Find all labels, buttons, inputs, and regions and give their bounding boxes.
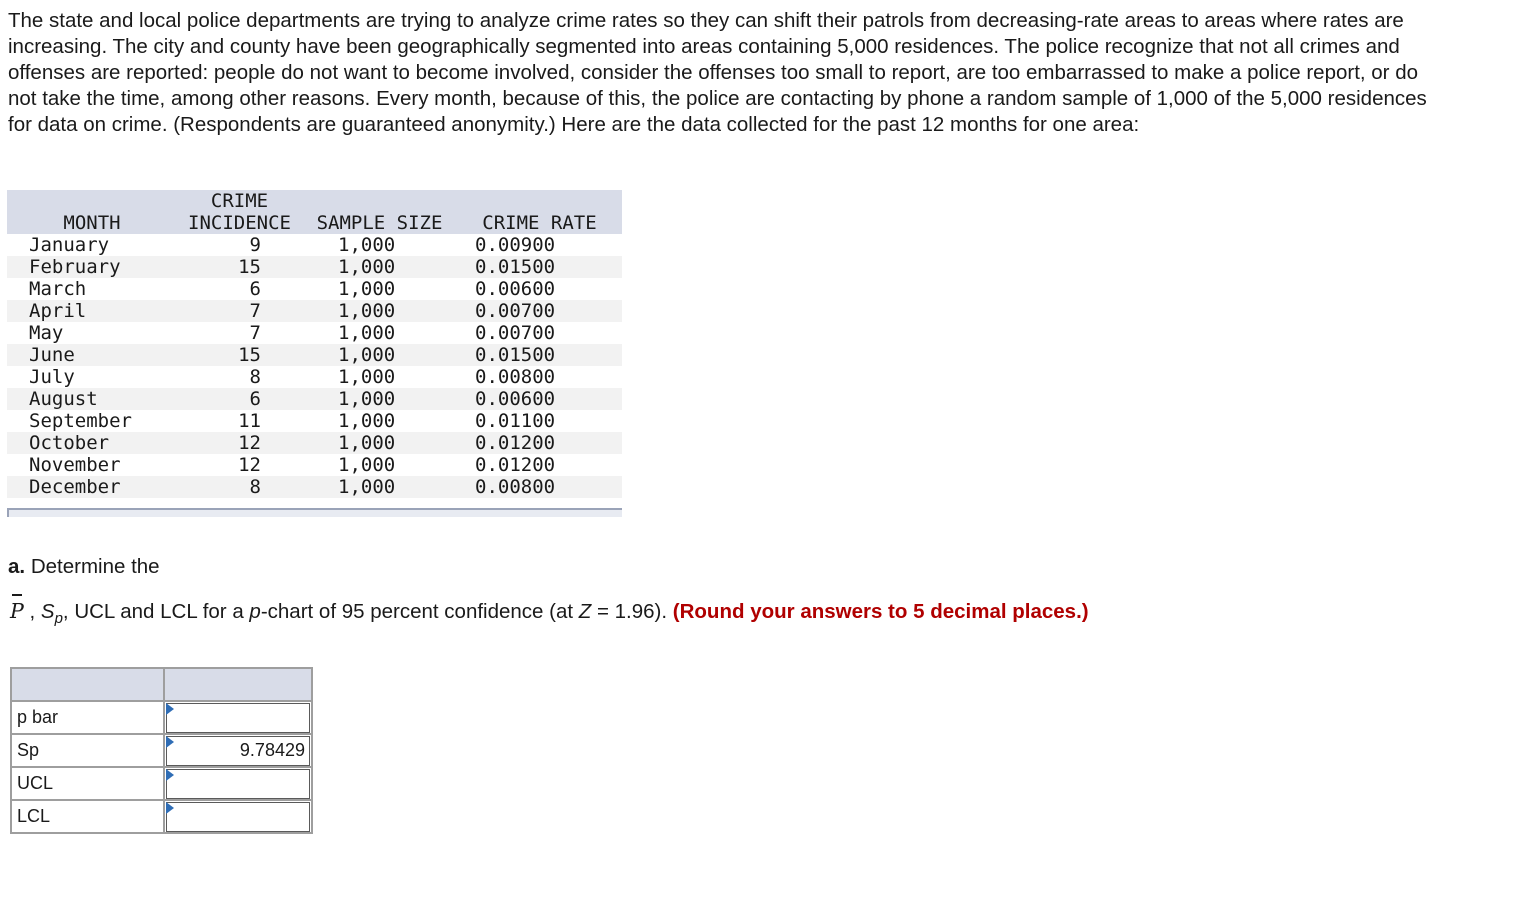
- table-row: [7, 278, 622, 300]
- cell-incidence: 12: [238, 454, 261, 476]
- cell-crime-rate: 0.00700: [475, 322, 556, 344]
- cell-month: July: [29, 366, 75, 388]
- answer-row-sp: [11, 734, 312, 767]
- header-crime-rate: CRIME RATE: [482, 212, 597, 234]
- cell-month: May: [29, 322, 64, 344]
- table-row: [7, 432, 622, 454]
- crime-data-table-container: [7, 190, 622, 498]
- cell-sample-size: 1,000: [338, 322, 396, 344]
- z-value: = 1.96).: [591, 600, 673, 623]
- cell-crime-rate: 0.00600: [475, 278, 556, 300]
- cell-incidence: 12: [238, 432, 261, 454]
- answer-table: [10, 667, 313, 834]
- answer-header-value-cell: [164, 668, 312, 701]
- cell-incidence: 6: [249, 388, 261, 410]
- answer-cell-ucl: [164, 767, 312, 800]
- cell-incidence: 7: [249, 322, 261, 344]
- cell-sample-size: 1,000: [338, 476, 396, 498]
- table-row: [7, 366, 622, 388]
- table-row: [7, 454, 622, 476]
- cell-sample-size: 1,000: [338, 234, 396, 256]
- input-flag-icon: [166, 802, 174, 814]
- header-crime-incidence: [177, 190, 302, 234]
- cell-incidence: 15: [238, 344, 261, 366]
- sp-input[interactable]: [166, 736, 310, 766]
- table-row: [7, 410, 622, 432]
- cell-month: September: [29, 410, 132, 432]
- cell-incidence: 7: [249, 300, 261, 322]
- answer-row-lcl: [11, 800, 312, 833]
- answer-row-ucl: [11, 767, 312, 800]
- cell-month: December: [29, 476, 121, 498]
- lcl-input[interactable]: [166, 802, 310, 832]
- crime-data-header-row: [7, 190, 622, 234]
- cell-incidence: 15: [238, 256, 261, 278]
- pbar-symbol: P: [10, 596, 24, 626]
- part-a-label: a.: [8, 555, 26, 578]
- question-middle2: -chart of 95 percent confidence (at: [260, 600, 579, 623]
- problem-intro-text: The state and local police departments are trying to analyze crime rates so they can shift their patrols from decreasing-rate areas to areas where rates are increasing. The city and county have been geographically segmented into areas containing 5,000 residences. The police recognize that not all crimes and offenses are reported: people do not want to become involved, consider the offenses too small to report, are too embarrassed to make a police report, or do not take the time, among other reasons. Every month, because of this, the police are contacting by phone a random sample of 1,000 of the 5,000 residences for data on crime. (Respondents are guaranteed anonymity.) Here are the data collected for the past 12 months for one area:: [8, 9, 1427, 136]
- cell-crime-rate: 0.00800: [475, 366, 556, 388]
- cell-incidence: 9: [249, 234, 261, 256]
- cell-crime-rate: 0.01200: [475, 432, 556, 454]
- answer-header-row: [11, 668, 312, 701]
- cell-month: April: [29, 300, 87, 322]
- cell-crime-rate: 0.01500: [475, 256, 556, 278]
- cell-sample-size: 1,000: [338, 278, 396, 300]
- cell-crime-rate: 0.01200: [475, 454, 556, 476]
- cell-crime-rate: 0.00600: [475, 388, 556, 410]
- cell-sample-size: 1,000: [338, 432, 396, 454]
- part-a-question: [10, 596, 1089, 634]
- cell-crime-rate: 0.00700: [475, 300, 556, 322]
- cell-sample-size: 1,000: [338, 300, 396, 322]
- cell-incidence: 8: [249, 476, 261, 498]
- part-a-text: Determine the: [30, 555, 160, 578]
- input-flag-icon: [166, 736, 174, 748]
- cell-sample-size: 1,000: [338, 454, 396, 476]
- cell-month: August: [29, 388, 98, 410]
- cell-incidence: 11: [238, 410, 261, 432]
- answer-header-label-cell: [11, 668, 164, 701]
- cell-crime-rate: 0.01500: [475, 344, 556, 366]
- cell-month: March: [29, 278, 87, 300]
- input-flag-icon: [166, 769, 174, 781]
- table-row: [7, 300, 622, 322]
- cell-month: January: [29, 234, 110, 256]
- sp-symbol: S: [40, 600, 55, 623]
- header-month: MONTH: [63, 212, 121, 234]
- cell-crime-rate: 0.01100: [475, 410, 556, 432]
- cell-month: February: [29, 256, 121, 278]
- ucl-input[interactable]: [166, 769, 310, 799]
- input-flag-icon: [166, 703, 174, 715]
- answer-label-lcl: LCL: [11, 800, 164, 833]
- part-a-prompt: [8, 554, 160, 580]
- answer-cell-sp: [164, 734, 312, 767]
- answer-row-pbar: [11, 701, 312, 734]
- table-row: [7, 234, 622, 256]
- cell-incidence: 8: [249, 366, 261, 388]
- cell-crime-rate: 0.00800: [475, 476, 556, 498]
- header-crime-incidence-line1: CRIME: [210, 190, 269, 212]
- answer-label-sp: Sp: [11, 734, 164, 767]
- sp-subscript: p: [54, 610, 63, 628]
- question-sep1: ,: [23, 600, 41, 623]
- table-row: [7, 344, 622, 366]
- cell-incidence: 6: [249, 278, 261, 300]
- table-row: [7, 388, 622, 410]
- cell-sample-size: 1,000: [338, 366, 396, 388]
- crime-data-table: [7, 190, 622, 498]
- header-crime-incidence-line2: INCIDENCE: [188, 212, 291, 234]
- header-sample-size: SAMPLE SIZE: [316, 212, 443, 234]
- round-note: (Round your answers to 5 decimal places.): [672, 600, 1089, 623]
- cell-sample-size: 1,000: [338, 256, 396, 278]
- pchart-p: p: [249, 600, 261, 623]
- cell-crime-rate: 0.00900: [475, 234, 556, 256]
- table-row: [7, 322, 622, 344]
- cell-month: November: [29, 454, 121, 476]
- cell-sample-size: 1,000: [338, 344, 396, 366]
- cell-month: October: [29, 432, 110, 454]
- table-scrollbar-area: [7, 508, 622, 517]
- z-symbol: Z: [578, 600, 592, 623]
- crime-data-body: [7, 234, 622, 498]
- answer-cell-lcl: [164, 800, 312, 833]
- answer-label-ucl: UCL: [11, 767, 164, 800]
- answer-label-pbar: p bar: [11, 701, 164, 734]
- cell-month: June: [29, 344, 75, 366]
- cell-sample-size: 1,000: [338, 410, 396, 432]
- cell-sample-size: 1,000: [338, 388, 396, 410]
- table-row: [7, 476, 622, 498]
- pbar-input[interactable]: [166, 703, 310, 733]
- answer-cell-pbar: [164, 701, 312, 734]
- table-row: [7, 256, 622, 278]
- question-middle: , UCL and LCL for a: [62, 600, 250, 623]
